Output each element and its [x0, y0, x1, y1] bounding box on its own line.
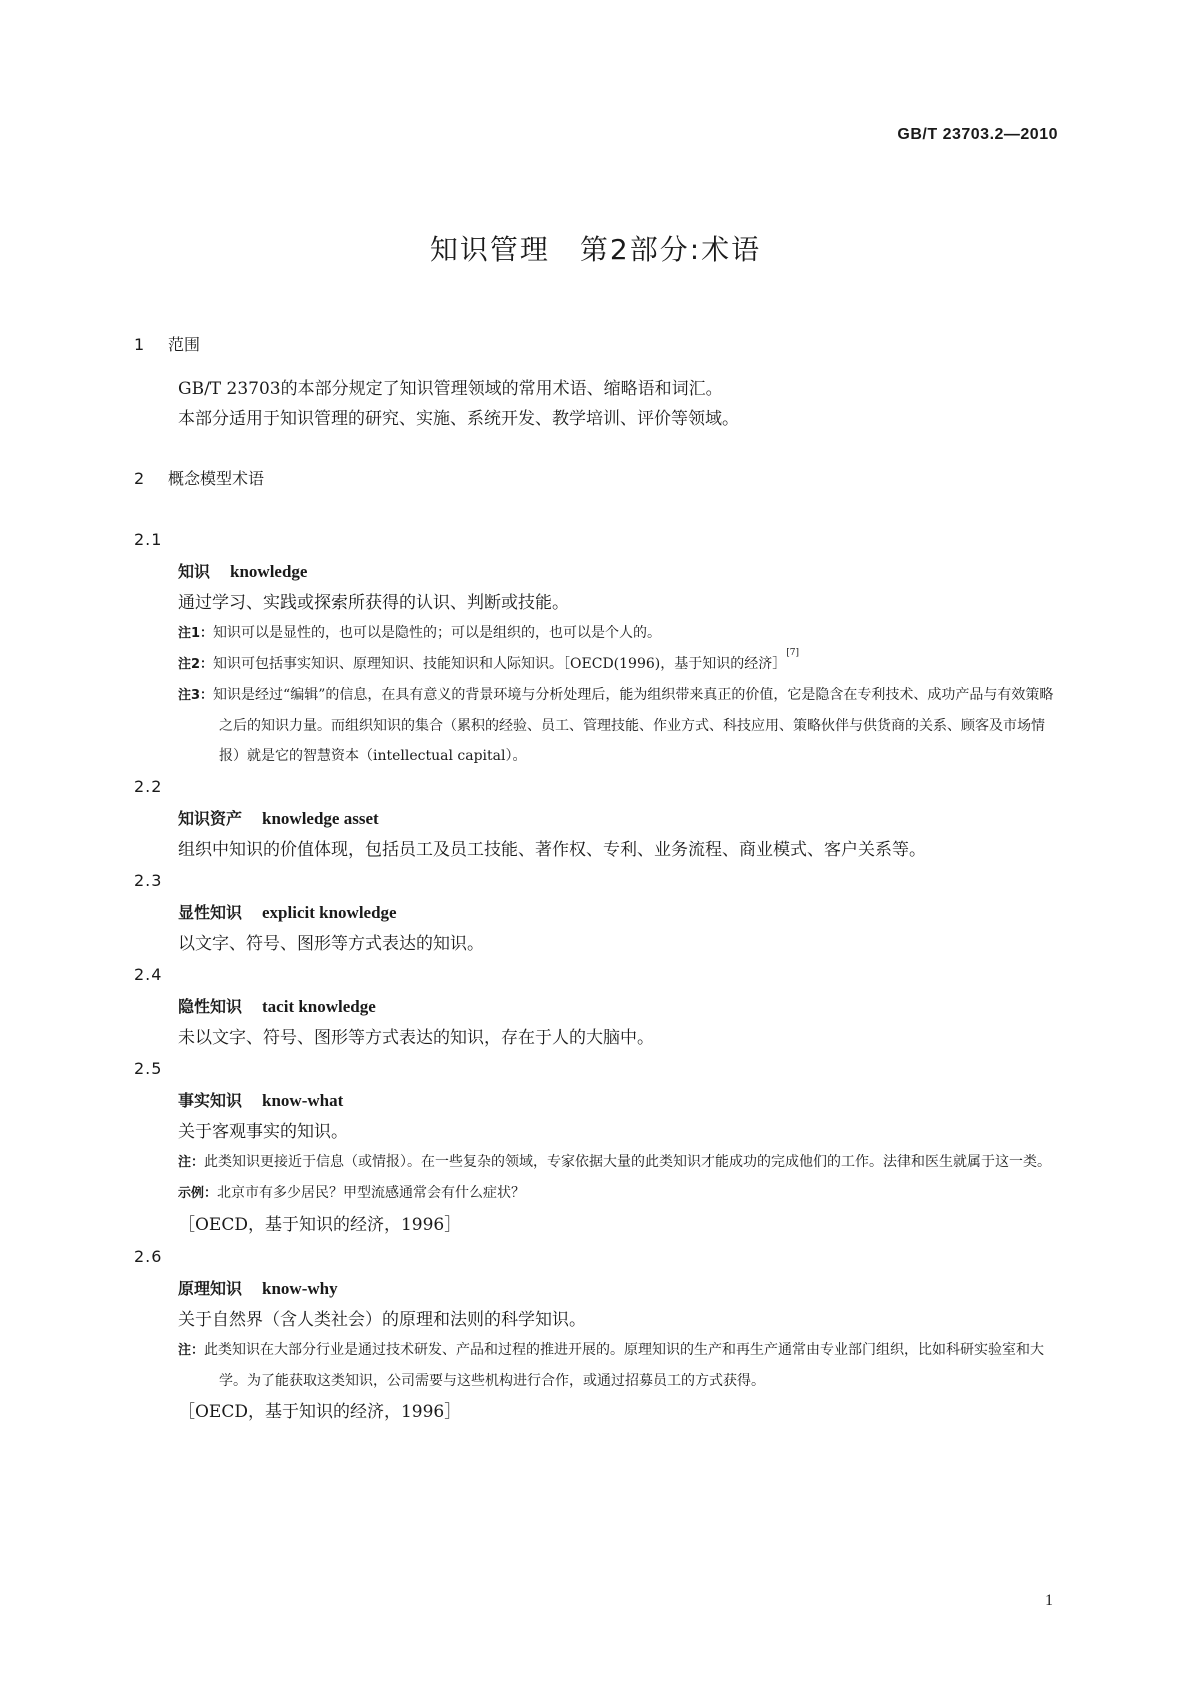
- section-title: 概念模型术语: [168, 469, 265, 488]
- page-number: 1: [1045, 1592, 1053, 1609]
- section-heading-scope: [134, 330, 1054, 360]
- term-english: know-what: [262, 1091, 344, 1110]
- note-text: 知识可包括事实知识、原理知识、技能知识和人际知识。［OECD(1996)，基于知识的经济］: [213, 656, 787, 672]
- term-chinese: 显性知识: [178, 903, 243, 922]
- document-title: 知识管理 第2部分:术语: [429, 233, 762, 266]
- term-entry-2-3: [134, 865, 1054, 959]
- clause-number: 2.2: [134, 777, 163, 796]
- term-chinese: 隐性知识: [178, 997, 243, 1016]
- term-source: ［OECD，基于知识的经济，1996］: [178, 1215, 462, 1235]
- term-definition: 关于客观事实的知识。: [178, 1122, 348, 1142]
- term-note: [178, 680, 1054, 771]
- term-definition: 以文字、符号、图形等方式表达的知识。: [178, 934, 484, 954]
- section-heading-concept-terms: [134, 464, 1054, 494]
- term-english: knowledge asset: [262, 809, 379, 828]
- term-entry-2-4: [134, 959, 1054, 1053]
- term-note: [178, 1147, 1054, 1178]
- clause-number: 2.1: [134, 530, 163, 549]
- term-english: knowledge: [230, 562, 308, 581]
- standard-code: GB/T 23703.2—2010: [897, 126, 1058, 143]
- term-heading: [178, 897, 1054, 929]
- clause-number: 2.5: [134, 1059, 163, 1078]
- term-entry-2-1: [134, 524, 1054, 771]
- term-heading: [178, 1273, 1054, 1305]
- clause-number: 2.3: [134, 871, 163, 890]
- note-text: 知识可以是显性的，也可以是隐性的；可以是组织的，也可以是个人的。: [213, 625, 662, 641]
- term-heading: [178, 991, 1054, 1023]
- document-body: [134, 330, 1054, 1428]
- term-entry-2-6: [134, 1241, 1054, 1428]
- term-entry-2-5: [134, 1053, 1054, 1241]
- note-label: 注1：: [178, 626, 214, 641]
- section-number: 2: [134, 469, 145, 488]
- note-label: 注：: [178, 1155, 205, 1170]
- term-chinese: 知识资产: [178, 809, 243, 828]
- term-definition: 组织中知识的价值体现，包括员工及员工技能、著作权、专利、业务流程、商业模式、客户关系等。: [178, 840, 926, 860]
- note-label: 注3：: [178, 688, 214, 703]
- term-source: ［OECD，基于知识的经济，1996］: [178, 1402, 462, 1422]
- note-text: 此类知识在大部分行业是通过技术研发、产品和过程的推进开展的。原理知识的生产和再生产通常由专业部门组织，比如科研实验室和大学。为了能获取这类知识，公司需要与这些机构进行合作，或通过招募员工的方式获得。: [204, 1342, 1045, 1389]
- term-note: [178, 618, 1054, 649]
- scope-paragraph-1: GB/T 23703的本部分规定了知识管理领域的常用术语、缩略语和词汇。: [178, 379, 723, 399]
- term-chinese: 事实知识: [178, 1091, 243, 1110]
- example-label: 示例：: [178, 1186, 218, 1201]
- note-label: 注2：: [178, 657, 214, 672]
- term-heading: [178, 556, 1054, 588]
- term-chinese: 知识: [178, 562, 211, 581]
- term-heading: [178, 803, 1054, 835]
- reference-mark: [7]: [786, 648, 799, 658]
- example-text: 北京市有多少居民？甲型流感通常会有什么症状？: [217, 1185, 526, 1201]
- note-text: 此类知识更接近于信息（或情报）。在一些复杂的领域，专家依据大量的此类知识才能成功的完成他们的工作。法律和医生就属于这一类。: [204, 1154, 1052, 1170]
- note-label: 注：: [178, 1343, 205, 1358]
- term-heading: [178, 1085, 1054, 1117]
- section-title: 范围: [168, 335, 201, 354]
- term-english: tacit knowledge: [262, 997, 376, 1016]
- note-text: 知识是经过“编辑”的信息，在具有意义的背景环境与分析处理后，能为组织带来真正的价值，它是隐含在专利技术、成功产品与有效策略之后的知识力量。而组织知识的集合（累积的经验、员工、管理技能、作业方式、科技应用、策略伙伴与供货商的关系、顾客及市场情报）就是它的智慧资本（intellectual capital）。: [213, 687, 1054, 764]
- scope-paragraph-2: 本部分适用于知识管理的研究、实施、系统开发、教学培训、评价等领域。: [178, 409, 739, 429]
- term-english: know-why: [262, 1279, 338, 1298]
- clause-number: 2.6: [134, 1247, 163, 1266]
- term-english: explicit knowledge: [262, 903, 397, 922]
- term-definition: 未以文字、符号、图形等方式表达的知识，存在于人的大脑中。: [178, 1028, 654, 1048]
- term-chinese: 原理知识: [178, 1279, 243, 1298]
- section-number: 1: [134, 335, 145, 354]
- term-definition: 关于自然界（含人类社会）的原理和法则的科学知识。: [178, 1310, 586, 1330]
- term-example: [178, 1178, 1054, 1209]
- term-entry-2-2: [134, 771, 1054, 865]
- term-note: [178, 1335, 1054, 1396]
- term-definition: 通过学习、实践或探索所获得的认识、判断或技能。: [178, 593, 569, 613]
- term-note: [178, 649, 1054, 680]
- clause-number: 2.4: [134, 965, 163, 984]
